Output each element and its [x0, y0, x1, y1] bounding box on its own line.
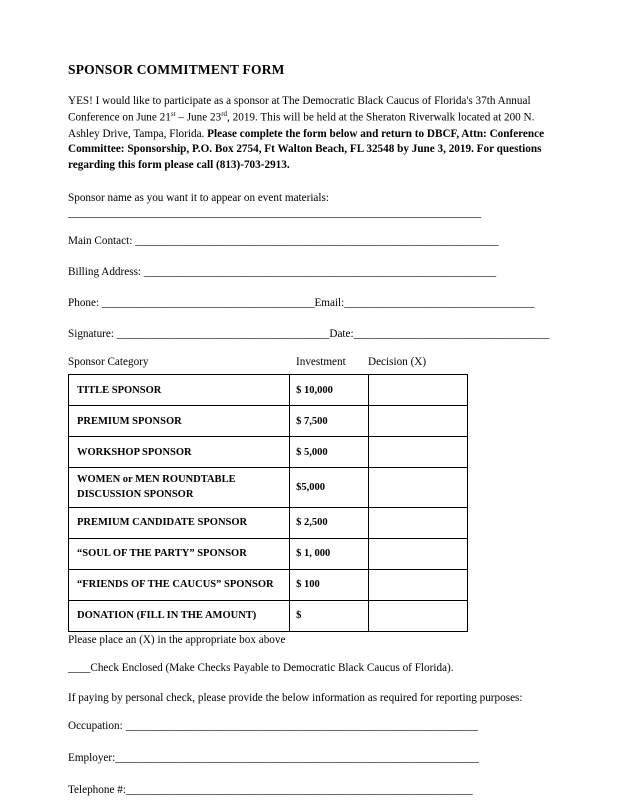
cell-decision[interactable]: [369, 375, 468, 406]
cell-investment: $ 7,500: [290, 406, 369, 437]
intro-sup-2: rd: [221, 109, 228, 118]
cell-decision[interactable]: [369, 468, 468, 507]
cell-category: PREMIUM CANDIDATE SPONSOR: [69, 507, 290, 538]
intro-sup-1: st: [170, 109, 176, 118]
occupation-field: [68, 720, 550, 732]
column-header-investment: Investment: [296, 356, 346, 369]
main-contact-input[interactable]: _________________________________________________________________: [135, 235, 499, 248]
table-row: [69, 437, 468, 468]
cell-category: WOMEN or MEN ROUNDTABLE DISCUSSION SPONSOR: [69, 468, 290, 507]
main-contact-label: Main Contact:: [68, 235, 136, 248]
cell-investment: $ 1, 000: [290, 538, 369, 569]
occupation-input[interactable]: _______________________________________________________________: [125, 719, 478, 732]
cell-decision[interactable]: [369, 538, 468, 569]
intro-text-part4: .: [201, 127, 208, 140]
phone-input[interactable]: ______________________________________: [101, 296, 315, 309]
telephone-input[interactable]: ______________________________________________________________: [125, 783, 473, 796]
intro-text-bold: Please complete the form below and return to DBCF, Attn: Conference Committee: Sponsorship, P.O. Box 2754, Ft Walton Beach, FL 32548 by June 3, 2019. For questions regarding this form please call (813)-703-2913.: [68, 127, 545, 172]
sponsor-table-header: [68, 356, 550, 368]
cell-decision[interactable]: [369, 437, 468, 468]
column-header-decision: Decision (X): [368, 356, 427, 369]
cell-investment: $ 5,000: [290, 437, 369, 468]
intro-text-part3: , 2019. This will be held at the Sheraton Riverwalk located at 200 N. Ashley Drive, Tampa, Florida: [68, 111, 535, 140]
telephone-field: [68, 784, 550, 796]
email-input[interactable]: __________________________________: [344, 296, 535, 309]
signature-input[interactable]: ______________________________________: [116, 327, 330, 340]
sponsor-name-input[interactable]: ______________________________________________________________________________: [68, 207, 481, 220]
cell-investment: $ 10,000: [290, 375, 369, 406]
column-header-category: Sponsor Category: [68, 356, 149, 369]
cell-category: PREMIUM SPONSOR: [69, 406, 290, 437]
employer-input[interactable]: _________________________________________________________________: [115, 751, 479, 764]
cell-decision[interactable]: [369, 600, 468, 631]
cell-investment: $5,000: [290, 468, 369, 507]
intro-text-part2: – June 23: [175, 111, 222, 124]
cell-investment: $ 2,500: [290, 507, 369, 538]
date-input[interactable]: ___________________________________: [353, 327, 550, 340]
intro-paragraph: [68, 94, 550, 174]
table-row: [69, 507, 468, 538]
cell-category: “SOUL OF THE PARTY” SPONSOR: [69, 538, 290, 569]
billing-address-input[interactable]: _______________________________________________________________: [143, 266, 497, 279]
table-row: [69, 569, 468, 600]
cell-category: WORKSHOP SPONSOR: [69, 437, 290, 468]
intro-text-part1: YES! I would like to participate as a sponsor at The Democratic Black Caucus of Florida's 37th Annual Conference on June 21: [68, 95, 531, 124]
check-enclosed-line[interactable]: ____Check Enclosed (Make Checks Payable to Democratic Black Caucus of Florida).: [68, 661, 454, 674]
telephone-label: Telephone #:: [68, 783, 126, 796]
table-row: [69, 538, 468, 569]
table-row: [69, 468, 468, 507]
table-row: [69, 600, 468, 631]
cell-category: DONATION (FILL IN THE AMOUNT): [69, 600, 290, 631]
cell-investment: $: [290, 600, 369, 631]
cell-decision[interactable]: [369, 569, 468, 600]
personal-check-note: If paying by personal check, please provide the below information as required for reporting purposes:: [68, 691, 523, 704]
signature-date-field: [68, 326, 550, 343]
cell-decision[interactable]: [369, 406, 468, 437]
cell-decision[interactable]: [369, 507, 468, 538]
table-row: [69, 406, 468, 437]
sponsor-name-label: Sponsor name as you want it to appear on event materials:: [68, 192, 329, 205]
email-label: Email:: [314, 296, 345, 309]
billing-address-field: [68, 264, 550, 281]
signature-label: Signature:: [68, 327, 117, 340]
table-row: [69, 375, 468, 406]
cell-investment: $ 100: [290, 569, 369, 600]
cell-category: TITLE SPONSOR: [69, 375, 290, 406]
date-label: Date:: [329, 327, 354, 340]
main-contact-field: [68, 233, 550, 250]
employer-field: [68, 752, 550, 764]
sponsor-name-block: [68, 192, 550, 219]
table-note: Please place an (X) in the appropriate box above: [68, 633, 286, 646]
occupation-label: Occupation:: [68, 719, 126, 732]
phone-email-field: [68, 295, 550, 312]
billing-address-label: Billing Address:: [68, 266, 144, 279]
cell-category: “FRIENDS OF THE CAUCUS” SPONSOR: [69, 569, 290, 600]
phone-label: Phone:: [68, 296, 102, 309]
sponsor-table: [68, 374, 468, 631]
page-title: SPONSOR COMMITMENT FORM: [68, 62, 285, 77]
employer-label: Employer:: [68, 751, 116, 764]
